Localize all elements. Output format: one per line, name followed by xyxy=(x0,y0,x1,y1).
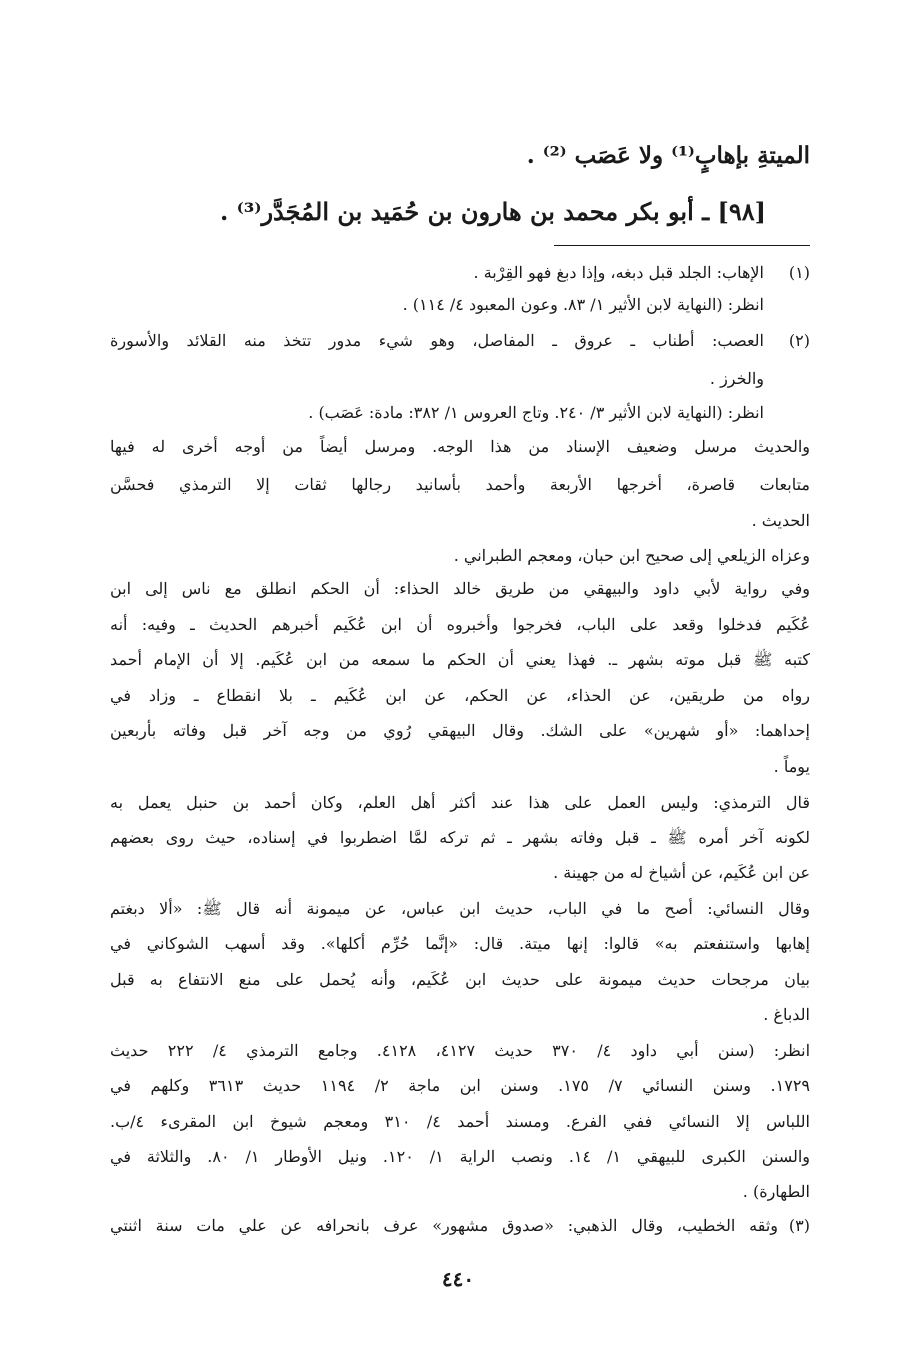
footnote-divider xyxy=(554,245,810,246)
footnote-line: قال الترمذي: وليس العمل على هذا عند أكثر أهل العلم، وكان أحمد بن حنبل يعمل به xyxy=(110,793,810,812)
footnote-marker: (٢) xyxy=(788,331,810,350)
footnote-line: العصب: أطناب ـ عروق ـ المفاصل، وهو شيء مدور تتخذ منه القلائد والأسورة xyxy=(110,331,764,350)
footnote-marker: (٣) xyxy=(788,1216,810,1235)
footnote-line: ١٧٢٩. وسنن النسائي ٧/ ١٧٥. وسنن ابن ماجة ٢/ ١١٩٤ حديث ٣٦١٣ وكلهم في xyxy=(110,1076,810,1095)
footnote-line: الدباغ . xyxy=(763,1005,810,1024)
footnote-marker: (١) xyxy=(788,263,810,282)
footnote-line: كتبه ﷺ قبل موته بشهر ـ. فهذا يعني أن الحكم ما سمعه من ابن عُكَيم. إلا أن الإمام أحمد xyxy=(110,650,810,669)
footnote-line: وثقه الخطيب، وقال الذهبي: «صدوق مشهور» عرف بانحرافه عن علي مات سنة اثنتي xyxy=(110,1216,778,1235)
footnote-line: والحديث مرسل وضعيف الإسناد من هذا الوجه. ومرسل أيضاً من أوجه أخرى له فيها xyxy=(110,437,810,456)
footnote-line: عُكَيم فدخلوا وقعد على الباب، فخرجوا وأخبروه أن ابن عُكَيم أخبرهم الحديث ـ وفيه: أنه xyxy=(110,615,810,634)
footnote-line: رواه من طريقين، عن الحذاء، عن الحكم، عن ابن عُكَيم ـ بلا انقطاع ـ وزاد في xyxy=(110,686,810,705)
footnote-line: إهابها واستنفعتم به» قالوا: إنها ميتة. قال: «إنَّما حُرِّم أكلها». وقد أسهب الشوكاني في xyxy=(110,934,810,953)
footnote-line: انظر: (النهاية لابن الأثير ٣/ ٢٤٠. وتاج العروس ١/ ٣٨٢: مادة: عَصَب) . xyxy=(308,403,764,422)
footnote-line: متابعات قاصرة، أخرجها الأربعة وأحمد بأسانيد رجالها ثقات إلا الترمذي فحسَّن xyxy=(110,475,810,494)
footnote-line: اللباس إلا النسائي ففي الفرع. ومسند أحمد ٤/ ٣١٠ ومعجم شيوخ ابن المقرىء ٤/ب. xyxy=(110,1112,810,1131)
page-number: ٤٤٠ xyxy=(441,1267,475,1291)
footnote-line: عن ابن عُكَيم، عن أشياخ له من جهينة . xyxy=(553,863,810,882)
footnote-line: إحداهما: «أو شهرين» على الشك. وقال البيهقي رُوي من وجه آخر قبل وفاته بأربعين xyxy=(110,721,810,740)
footnote-line: انظر: (النهاية لابن الأثير ١/ ٨٣. وعون المعبود ٤/ ١١٤) . xyxy=(402,295,764,314)
footnote-line: يوماً . xyxy=(773,757,810,776)
entry-heading: [٩٨] ـ أبو بكر محمد بن هارون بن حُمَيد بن المُجَدَّر⁽³⁾ . xyxy=(219,197,766,226)
footnote-line: وفي رواية لأبي داود والبيهقي من طريق خالد الحذاء: أن الحكم انطلق مع ناس إلى ابن xyxy=(110,579,810,598)
footnote-line: الحديث . xyxy=(751,511,810,530)
main-text-line: الميتةِ بإهابٍ⁽¹⁾ ولا عَصَب ⁽²⁾ . xyxy=(526,142,810,169)
footnote-line: وعزاه الزيلعي إلى صحيح ابن حبان، ومعجم الطبراني . xyxy=(453,546,810,565)
footnote-line: والخرز . xyxy=(709,369,764,388)
footnote-line: لكونه آخر أمره ﷺ ـ قبل وفاته بشهر ـ ثم تركه لمَّا اضطربوا في إسناده، حيث روى بعضهم xyxy=(110,828,810,847)
footnote-line: الطهارة) . xyxy=(742,1182,810,1201)
footnote-line: الإهاب: الجلد قبل دبغه، وإذا دبغ فهو القِرْبة . xyxy=(473,263,764,282)
footnote-line: والسنن الكبرى للبيهقي ١/ ١٤. ونصب الراية ١/ ١٢٠. ونيل الأوطار ١/ ٨٠. والثلاثة في xyxy=(110,1147,810,1166)
footnote-line: انظر: (سنن أبي داود ٤/ ٣٧٠ حديث ٤١٢٧، ٤١٢٨. وجامع الترمذي ٤/ ٢٢٢ حديث xyxy=(110,1041,810,1060)
footnote-line: بيان مرجحات حديث ميمونة على حديث ابن عُكَيم، وأنه يُحمل على منع الانتفاع به قبل xyxy=(110,970,810,989)
footnote-line: وقال النسائي: أصح ما في الباب، حديث ابن عباس، عن ميمونة أنه قال ﷺ: «ألا دبغتم xyxy=(110,899,810,918)
